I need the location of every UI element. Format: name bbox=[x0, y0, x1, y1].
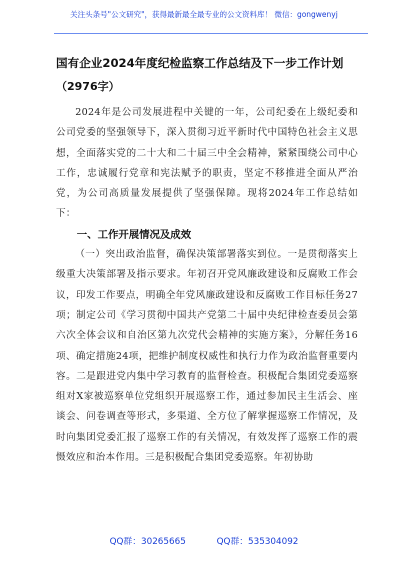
header-divider bbox=[54, 33, 368, 34]
intro-paragraph: 2024年是公司发展进程中关键的一年，公司纪委在上级纪委和公司党委的坚强领导下，深入贯彻习近平新时代中国特色社会主义思想，全面落实党的二十大和二十届三中全会精神，紧紧围绕公司中心工作，忠诚履行党章和宪法赋予的职责，坚定不移推进全面从严治党，为公司高质量发展提供了坚强保障。现将2024年工作总结如下： bbox=[56, 107, 358, 220]
qq-group-1: QQ群：30265665 bbox=[109, 537, 186, 547]
document-title: 国有企业2024年度纪检监察工作总结及下一步工作计划 bbox=[56, 56, 344, 70]
section-paragraph: （一）突出政治监督，确保决策部署落实到位。一是贯彻落实上级重大决策部署及指示要求。年初召开党风廉政建设和反腐败工作会议，印发工作要点，明确全年党风廉政建设和反腐败工作目标任务27项；制定公司《学习贯彻中国共产党第二十届中央纪律检查委员会第六次全体会议和自治区第九次党代会精神的实施方案》，分解任务16项、确定措施24项，把维护制度权威性和执行力作为政治监督重要内容。二是跟进党内集中学习教育的监督检查。积极配合集团党委巡察组对X家被巡察单位党组织开展巡察工作，通过参加民主生活会、座谈会、问卷调查等形式，多渠道、全方位了解掌握巡察工作情况，及时向集团党委汇报了巡察工作的有关情况，有效发挥了巡察工作的震慑效应和治本作用。三是积极配合集团党委巡察。年初协助 bbox=[56, 249, 358, 464]
word-count: （2976字） bbox=[56, 80, 120, 93]
qq-group-2: QQ群：535304092 bbox=[216, 537, 299, 547]
document-body bbox=[56, 55, 358, 468]
footer-contacts bbox=[0, 536, 408, 548]
header-banner: 关注头条号"公文研究"，获得最新最全最专业的公文资料库！ 微信：gongwenyj bbox=[70, 10, 338, 19]
section-heading: 一、工作开展情况及成效 bbox=[76, 228, 192, 241]
